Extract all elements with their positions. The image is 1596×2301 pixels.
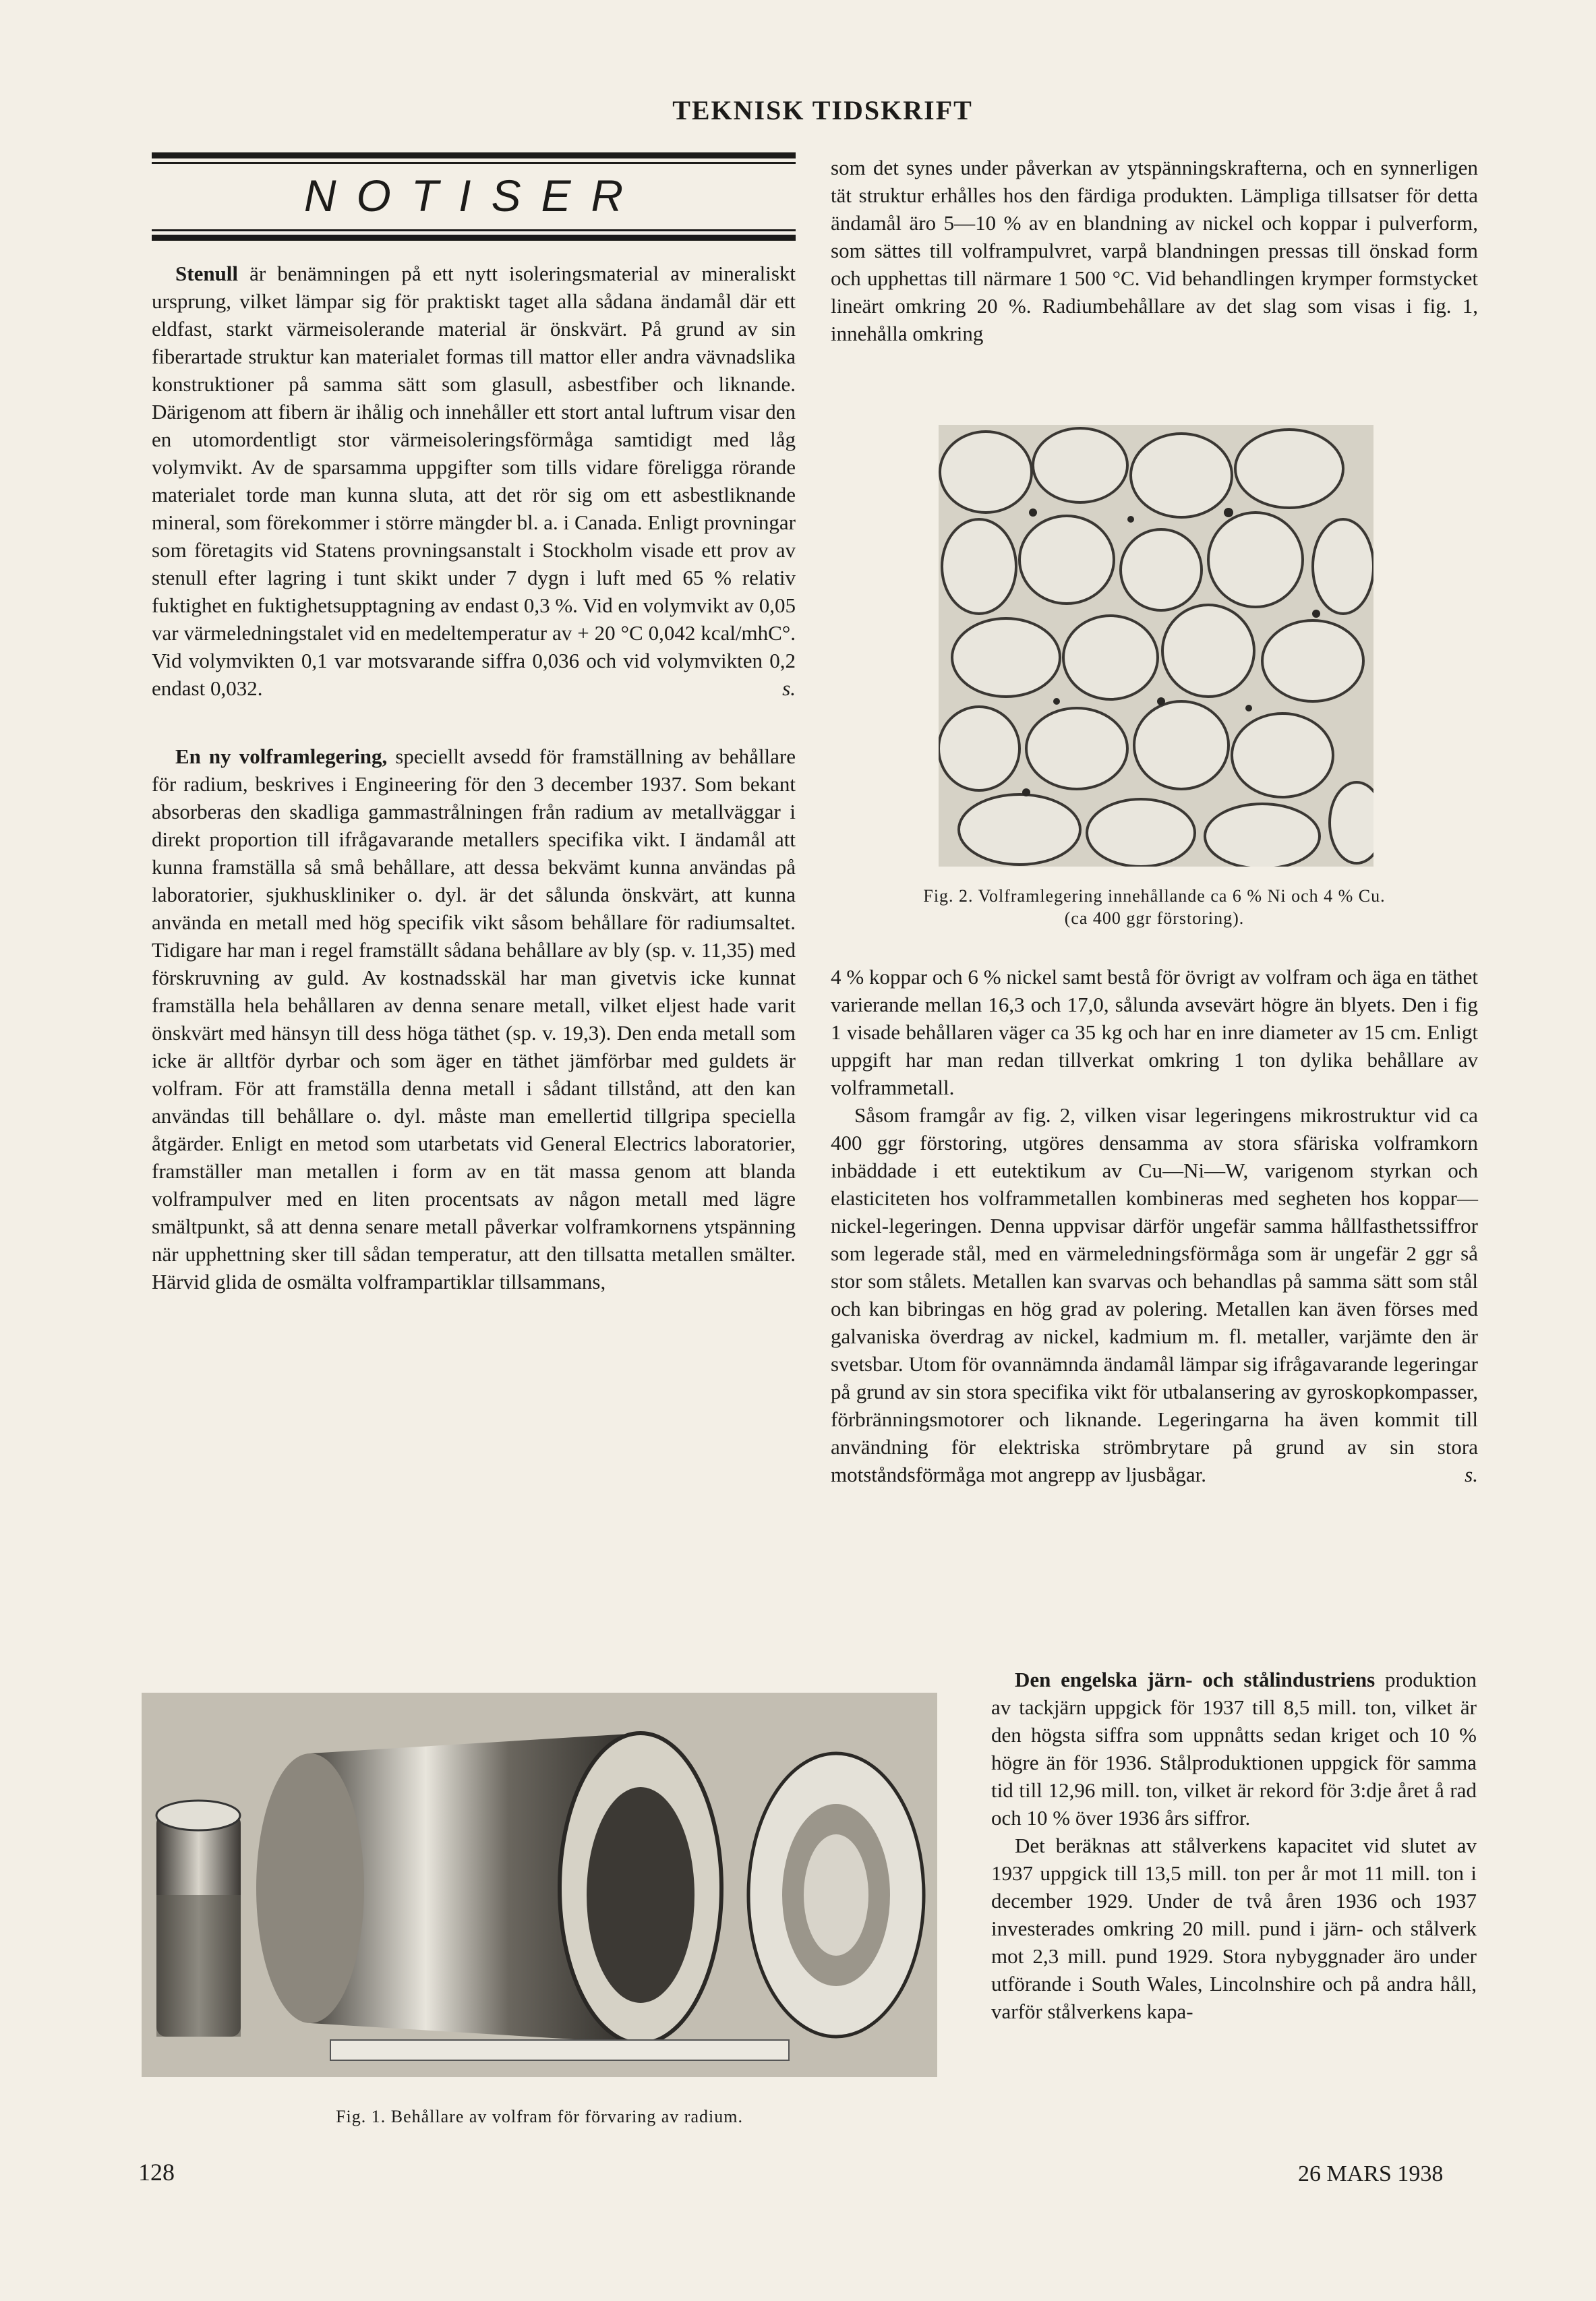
title-rule-top [152,152,796,158]
article-volfram-part1 [152,742,796,1295]
figure-2-caption-line2: (ca 400 ggr förstoring). [1064,908,1245,928]
article-stenull [152,260,796,702]
section-title: NOTISER [303,171,644,221]
title-rule-bottom-thin [152,229,796,231]
figure-1-photo [142,1693,937,2077]
article-volfram-part2c [831,1101,1478,1488]
page-number: 128 [138,2159,175,2186]
article-stenull-body: är benämningen på ett nytt isoleringsmaterial av mineraliskt ursprung, vilket lämpar sig för praktiskt taget alla sådana ändamål där ett eldfast, starkt värmeisolerande material är önskvärt. På grund av sin fiberartade struktur kan materialet formas till mattor eller andra vävnadslika konstruktioner på samma sätt som glasull, asbestfiber och liknande. Därigenom att fibern är ihålig och innehåller ett stort antal luftrum visar den en utomordentligt stor värmeisoleringsförmåga samtidigt med låg volymvikt. Av de sparsamma uppgifter som tills vidare föreligga rörande materialet torde man kunna sluta, att det rör sig om ett asbestliknande mineral, som förekommer i större mängder bl. a. i Canada. Enligt provningar som företagits vid Statens provningsanstalt i Stockholm visade ett prov av stenull efter lagring i tunt skikt under 7 dygn i luft med 65 % relativ fuktighet en fuktighetsupptagning av endast 0,3 %. Vid en volymvikt av 0,05 var värmeledningstalet vid en medeltemperatur av + 20 °C 0,042 kcal/mhC°. Vid volymvikten 0,1 var motsvarande siffra 0,036 och vid volymvikten 0,2 endast 0,032. [152,262,796,700]
article-volfram-part2a: som det synes under påverkan av ytspänningskrafterna, och en synnerligen tät struktur erhålles hos den färdiga produkten. Lämpliga tillsatser för detta ändamål äro 5—10 % av en blandning av nickel och koppar i pulverform, som sättes till volframpulvret, varpå blandningen pressas till önskad form och upphettas till närmare 1 500 °C. Vid behandlingen krymper formstycket lineärt omkring 20 %. Radiumbehållare av det slag som visas i fig. 1, innehålla omkring [831,156,1478,345]
article-volfram-body-col1: speciellt avsedd för framställning av behållare för radium, beskrives i Engineering för den 3 december 1937. Som bekant absorberas den skadliga gammastrålningen från radium av metallväggar i direkt proportion till ifrågavarande metallers specifika vikt. I ändamål att kunna framställa så små behållare, att dessa bekvämt kunna användas på laboratorier, sjukhuskliniker o. dyl. är det sålunda önskvärt, att kunna använda en metall med hög specifik vikt såsom behållare för radiumsaltet. Tidigare har man i regel framställt sådana behållare av bly (sp. v. 11,35) med förskruvning av guld. Av kostnadsskäl har man givetvis icke kunnat framställa hela behållaren av denna senare metall, vilket eljest hade varit önskvärt med hänsyn till dess höga täthet (sp. v. 19,3). Den enda metall som icke är alltför dyrbar och som äger en täthet jämförbar med guldets är volfram. För att framställa denna metall i sådant tillstånd, att den kan användas till behållare o. dyl. måste man emellertid tillgripa speciella åtgärder. Enligt en metod som utarbetats vid General Electrics laboratorier, framställer man metallen i form av en tät massa genom att blanda volframpulver med en liten procentsats av någon metall med lägre smältpunkt, så att denna senare metall påverkar volframkornens ytspänning när upphettning sker till sådan temperatur, att den tillsatta metallen smälter. Härvid glida de osmälta volframpartiklar tillsammans, [152,745,796,1293]
article-volfram-lead: En ny volframlegering, [175,745,388,768]
journal-header: TEKNISK TIDSKRIFT [672,95,973,125]
figure-2-micrograph [939,425,1373,867]
right-column-middle [831,963,1478,1488]
micrograph-image [939,425,1373,867]
article-stenull-lead: Stenull [175,262,239,285]
container-photo-image [142,1693,937,2077]
figure-2-caption [831,885,1478,929]
figure-2-caption-line1: Fig. 2. Volframlegering innehållande ca 6 % Ni och 4 % Cu. [923,886,1386,906]
article-volfram-part2b: 4 % koppar och 6 % nickel samt bestå för övrigt av volfram och äga en täthet varierande mellan 16,3 och 17,0, sålunda avsevärt högre än blyets. Den i fig 1 visade behållaren väger ca 35 kg och har en inre diameter av 15 cm. Enligt uppgift har man redan tillverkat omkring 1 ton dylika behållare av volframmetall. [831,965,1478,1099]
article-jarn-body1: produktion av tackjärn uppgick för 1937 till 8,5 mill. ton, vilket är den högsta siffra som uppnåtts sedan kriget och 10 % högre än för 1936. Stålproduktionen uppgick för samma tid till 12,96 mill. ton, vilket är rekord för 3:dje året å rad och 10 % över 1936 års siffror. [991,1668,1477,1830]
figure-1-caption: Fig. 1. Behållare av volfram för förvaring av radium. [336,2107,743,2126]
article-jarn-part2: Det beräknas att stålverkens kapacitet vid slutet av 1937 uppgick till 13,5 mill. ton per år mot 11 mill. ton i december 1929. Under de två åren 1936 och 1937 investerades omkring 20 mill. pund i järn- och stålverk mot 2,3 mill. pund 1929. Stora nybyggnader äro under utförande i South Wales, Lincolnshire och på andra håll, varför stålverkens kapa- [991,1834,1477,2023]
article-jarn-part1 [991,1666,1477,1832]
right-column-top [831,154,1478,347]
article-volfram-signature: s. [1465,1463,1478,1486]
article-volfram-body-col2c: Såsom framgår av fig. 2, vilken visar legeringens mikrostruktur vid ca 400 ggr förstoring, utgöres densamma av stora sfäriska volframkorn inbäddade i ett eutektikum av Cu—Ni—W, varigenom styrkan och elasticiteten hos volframmetallen kombineras med segheten hos koppar—nickel-legeringen. Denna uppvisar därför ungefär samma hållfasthetssiffror som legerade stål, med en värmeledningsförmåga som är ungefär 2 ggr så stor som stålets. Metallen kan svarvas och behandlas på samma sätt som stål och kan bibringas en hög grad av polering. Metallen kan även förses med galvaniska överdrag av nickel, kadmium m. fl. metaller, varjämte den är svetsbar. Utom för ovannämnda ändamål lämpar sig ifrågavarande legeringar på grund av sin stora specifika vikt för utbalansering av gyroskopkompasser, förbränningsmotorer och liknande. Legeringarna ha även kommit till användning för elektriska strömbrytare på grund av sin stora motståndsförmåga mot angrepp av ljusbågar. [831,1103,1478,1486]
issue-date: 26 MARS 1938 [1298,2161,1444,2186]
article-stenull-signature: s. [782,676,796,700]
left-column [152,260,796,1295]
title-rule-bottom [152,235,796,241]
right-column-bottom [991,1666,1477,2025]
article-jarn-lead: Den engelska järn- och stålindustriens [1015,1668,1376,1691]
